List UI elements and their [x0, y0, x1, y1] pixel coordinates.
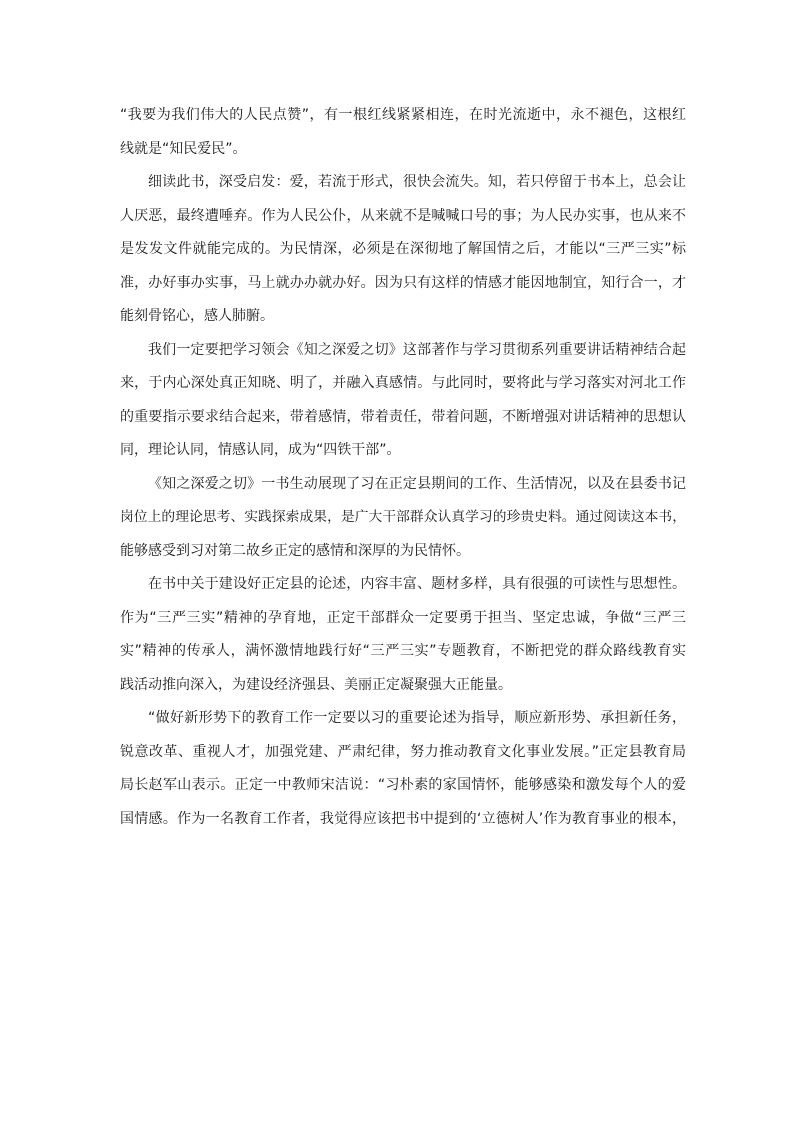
- text-line: 的重要指示要求结合起来，带着感情，带着责任，带着问题，不断增强对讲话精神的思想认: [120, 408, 686, 425]
- text-line: 《知之深爱之切》一书生动展现了习在正定县期间的工作、生活情况，以及在县委书记: [148, 475, 686, 492]
- text-line: 实”精神的传承人，满怀激情地践行好“三严三实”专题教育，不断把党的群众路线教育实: [120, 643, 686, 659]
- text-line: 细读此书，深受启发：爱，若流于形式，很快会流失。知，若只停留于书本上，总会让: [148, 174, 686, 190]
- text-line: 是发发文件就能完成的。为民情深，必须是在深彻地了解国情之后，才能以“三严三实”标: [120, 241, 686, 257]
- text-line: “做好新形势下的教育工作一定要以习的重要论述为指导，顺应新形势、承担新任务，: [148, 710, 686, 726]
- text-line: 准，办好事办实事，马上就办办就办好。因为只有这样的情感才能因地制宜，知行合一，才: [120, 274, 686, 291]
- body-text: [120, 99, 686, 836]
- text-line: 践活动推向深入，为建设经济强县、美丽正定凝聚强大正能量。: [120, 676, 512, 693]
- text-line: 人厌恶，最终遭唾弃。作为人民公仆，从来就不是喊喊口号的事；为人民办实事，也从来不: [120, 207, 686, 224]
- text-line: 能够感受到习对第二故乡正定的感情和深厚的为民情怀。: [120, 542, 470, 559]
- text-line: 来，于内心深处真正知晓、明了，并融入真感情。与此同时，要将此与学习落实对河北工作: [120, 375, 686, 391]
- text-line: 锐意改革、重视人才，加强党建、严肃纪律，努力推动教育文化事业发展。”正定县教育局: [120, 743, 686, 760]
- text-line: “我要为我们伟大的人民点赞”，有一根红线紧紧相连，在时光流逝中，永不褪色，这根红: [120, 107, 686, 123]
- text-line: 同，理论认同，情感认同，成为“四铁干部”。: [120, 442, 401, 458]
- text-line: 局长赵军山表示。正定一中教师宋洁说：“习朴素的家国情怀，能够感染和激发每个人的爱: [120, 777, 686, 793]
- text-line: 我们一定要把学习领会《知之深爱之切》这部著作与学习贯彻系列重要讲话精神结合起: [148, 341, 686, 358]
- text-line: 岗位上的理论思考、实践探索成果，是广大干部群众认真学习的珍贵史料。通过阅读这本书，: [120, 509, 686, 525]
- text-line: 线就是“知民爱民”。: [120, 140, 247, 157]
- text-line: 在书中关于建设好正定县的论述，内容丰富、题材多样，具有很强的可读性与思想性。: [148, 576, 686, 592]
- text-line: 作为“三严三实”精神的孕育地，正定干部群众一定要勇于担当、坚定忠诚，争做“三严三: [120, 609, 686, 626]
- text-line: 能刻骨铭心，感人肺腑。: [120, 308, 274, 324]
- text-line: 国情感。作为一名教育工作者，我觉得应该把书中提到的‘立德树人’作为教育事业的根本，: [120, 810, 686, 827]
